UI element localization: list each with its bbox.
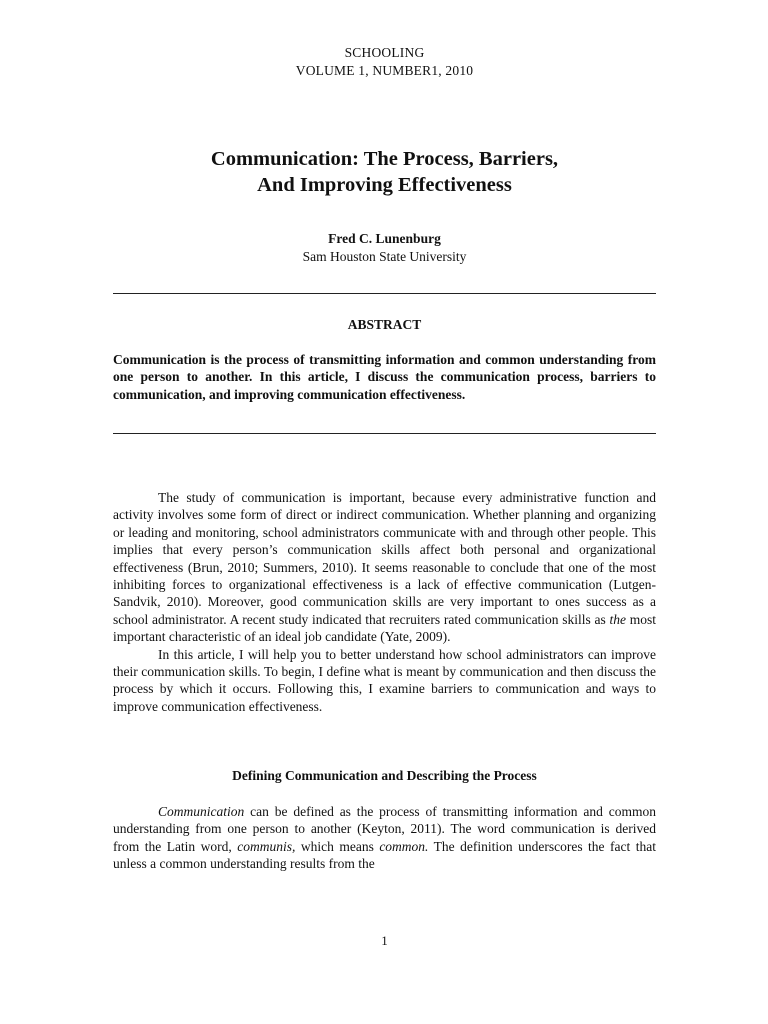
author-name: Fred C. Lunenburg [328,231,441,246]
intro-p1-emphasis: the [609,611,627,627]
term-communis: communis, [237,838,296,854]
journal-volume: VOLUME 1, NUMBER1, 2010 [295,63,474,78]
section-text-b: which means [295,838,380,854]
section-paragraph-1 [113,803,656,873]
term-common: common. [379,838,429,854]
paper-page [113,0,656,1024]
abstract-text: Communication is the process of transmitting information and common understanding from one person to another. In this article, I discuss the communication process, barriers to communication, and improving communication effectiveness. [113,352,656,402]
author-block [113,230,656,266]
intro-paragraph-2: In this article, I will help you to better understand how school administrators can improve their communication skills. To begin, I define what is meant by communication and then discuss the process by which it occurs. Following this, I examine barriers to communication and ways to improve communication effectiveness. [113,646,656,714]
journal-header [113,44,656,80]
title-line-1: Communication: The Process, Barriers, [210,148,559,170]
abstract-heading: ABSTRACT [347,317,422,332]
section-body [113,803,656,873]
intro-p1-text-a: The study of communication is important, because every administrative function and activity involves some form of direct or indirect communication. Whether planning and organizing or leading and monitoring, school administrators communicate with and through other people. This implies that every person’s communication skills affect both personal and organizational effectiveness (Brun, 2010; Summers, 2010). It seems reasonable to conclude that one of the most inhibiting forces to organizational effectiveness is a lack of effective communication (Lutgen-Sandvik, 2010). Moreover, good communication skills are very important to ones success as a school administrator. A recent study indicated that recruiters rated communication skills as [113,490,656,627]
intro-paragraph-1 [113,489,656,646]
section-text-c: The definition underscores the fact that unless a common understanding results from the [113,838,656,872]
intro-p1-text-b: most important characteristic of an ideal job candidate (Yate, 2009). [113,611,657,645]
term-communication: Communication [158,804,245,819]
section-heading: Defining Communication and Describing the Process [232,768,537,783]
bottom-divider [113,433,656,434]
title-line-2: And Improving Effectiveness [257,174,512,196]
section-text-a: can be defined as the process of transmitting information and common understanding from one person to another (Keyton, 2011). The word communication is derived from the Latin word, [113,804,656,854]
paper-title [113,146,656,198]
author-affiliation: Sam Houston State University [302,249,467,264]
page-number: 1 [381,933,388,948]
introduction [113,489,656,715]
top-divider [113,293,656,294]
journal-name: SCHOOLING [344,45,425,60]
